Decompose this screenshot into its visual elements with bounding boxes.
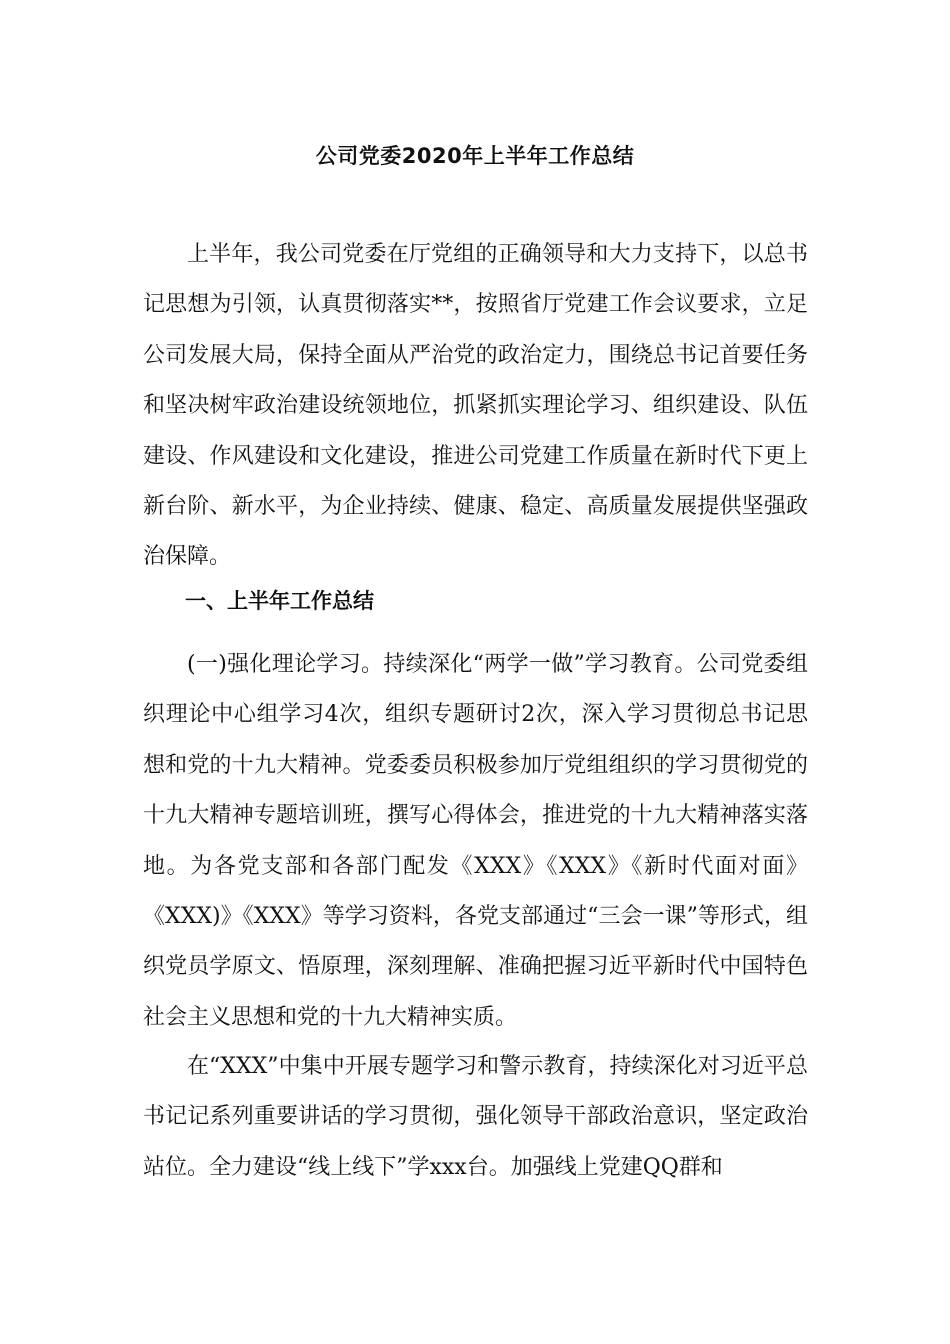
special-study-paragraph: 在“XXX”中集中开展专题学习和警示教育，持续深化对习近平总书记记系列重要讲话的学习贯彻，强化领导干部政治意识，坚定政治站位。全力建设“线上线下”学xxx台。加强线上党建QQ群和 xyxy=(143,1054,808,1180)
section-heading: 一、上半年工作总结 xyxy=(185,589,374,613)
document-title: 公司党委2020年上半年工作总结 xyxy=(315,144,635,168)
theory-study-paragraph: (一)强化理论学习。持续深化“两学一做”学习教育。公司党委组织理论中心组学习4次，组织专题研讨2次，深入学习贯彻总书记思想和党的十九大精神。党委委员积极参加厅党组组织的学习贯彻党的十九大精神专题培训班，撰写心得体会，推进党的十九大精神落实落地。为各党支部和各部门配发《XXX》《XXX》《新时代面对面》《XXX)》《XXX》等学习资料，各党支部通过“三会一课”等形式，组织党员学原文、悟原理，深刻理解、准确把握习近平新时代中国特色社会主义思想和党的十九大精神实质。 xyxy=(143,652,808,1030)
intro-paragraph: 上半年，我公司党委在厅党组的正确领导和大力支持下，以总书记思想为引领，认真贯彻落实**，按照省厅党建工作会议要求，立足公司发展大局，保持全面从严治党的政治定力，围绕总书记首要任务和坚决树牢政治建设统领地位，抓紧抓实理论学习、组织建设、队伍建设、作风建设和文化建设，推进公司党建工作质量在新时代下更上新台阶、新水平，为企业持续、健康、稳定、高质量发展提供坚强政治保障。 xyxy=(143,242,808,570)
